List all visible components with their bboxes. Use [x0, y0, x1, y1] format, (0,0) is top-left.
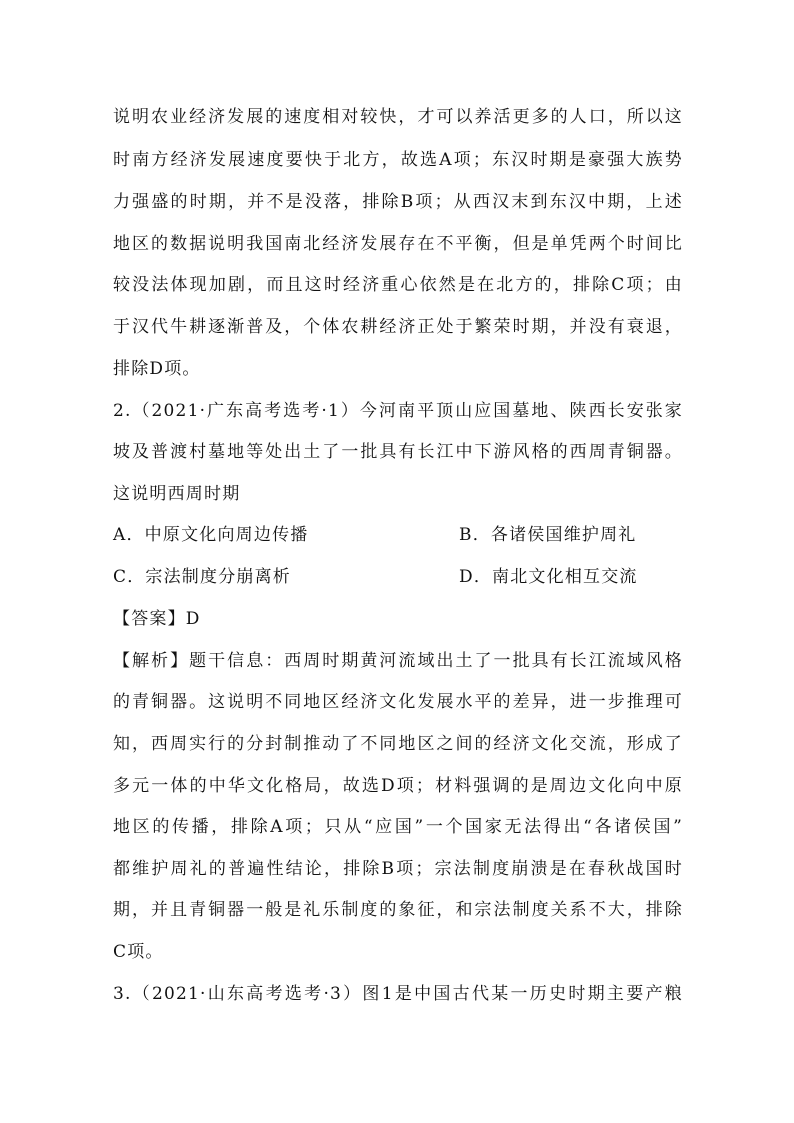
paragraph-line: 时南方经济发展速度要快于北方，故选A项；东汉时期是豪强大族势 — [113, 150, 683, 170]
analysis-line: 地区的传播，排除A项；只从“应国”一个国家无法得出“各诸侯国” — [113, 817, 683, 837]
analysis-line: 期，并且青铜器一般是礼乐制度的象征，和宗法制度关系不大，排除 — [113, 900, 683, 920]
paragraph-line: 于汉代牛耕逐渐普及，个体农耕经济正处于繁荣时期，并没有衰退， — [113, 317, 683, 337]
question-2-stem-line: 这说明西周时期 — [113, 484, 241, 504]
analysis-line: C项。 — [113, 942, 164, 962]
question-2-stem-line: 2.（2021·广东高考选考·1）今河南平顶山应国墓地、陕西长安张家 — [113, 401, 683, 421]
analysis-line: 的青铜器。这说明不同地区经济文化发展水平的差异，进一步推理可 — [113, 692, 683, 712]
paragraph-line: 说明农业经济发展的速度相对较快，才可以养活更多的人口，所以这 — [113, 107, 683, 127]
question-2-stem-line: 坡及普渡村墓地等处出土了一批具有长江中下游风格的西周青铜器。 — [113, 442, 683, 462]
paragraph-line: 力强盛的时期，并不是没落，排除B项；从西汉末到东汉中期，上述 — [113, 192, 683, 212]
paragraph-line: 地区的数据说明我国南北经济发展存在不平衡，但是单凭两个时间比 — [113, 234, 683, 254]
analysis-line: 知，西周实行的分封制推动了不同地区之间的经济文化交流，形成了 — [113, 734, 683, 754]
answer-line: 【答案】D — [113, 609, 201, 629]
option-d: D．南北文化相互交流 — [459, 567, 638, 587]
analysis-line: 多元一体的中华文化格局，故选D项；材料强调的是周边文化向中原 — [113, 776, 683, 796]
option-c: C．宗法制度分崩离析 — [113, 567, 292, 587]
question-3-stem-line: 3.（2021·山东高考选考·3）图1是中国古代某一历史时期主要产粮 — [113, 984, 683, 1004]
analysis-line: 【解析】题干信息：西周时期黄河流域出土了一批具有长江流域风格 — [113, 651, 683, 671]
option-b: B．各诸侯国维护周礼 — [459, 525, 637, 545]
analysis-line: 都维护周礼的普遍性结论，排除B项；宗法制度崩溃是在春秋战国时 — [113, 859, 683, 879]
paragraph-line: 排除D项。 — [113, 359, 201, 379]
paragraph-line: 较没法体现加剧，而且这时经济重心依然是在北方的，排除C项；由 — [113, 275, 683, 295]
option-a: A．中原文化向周边传播 — [113, 525, 309, 545]
